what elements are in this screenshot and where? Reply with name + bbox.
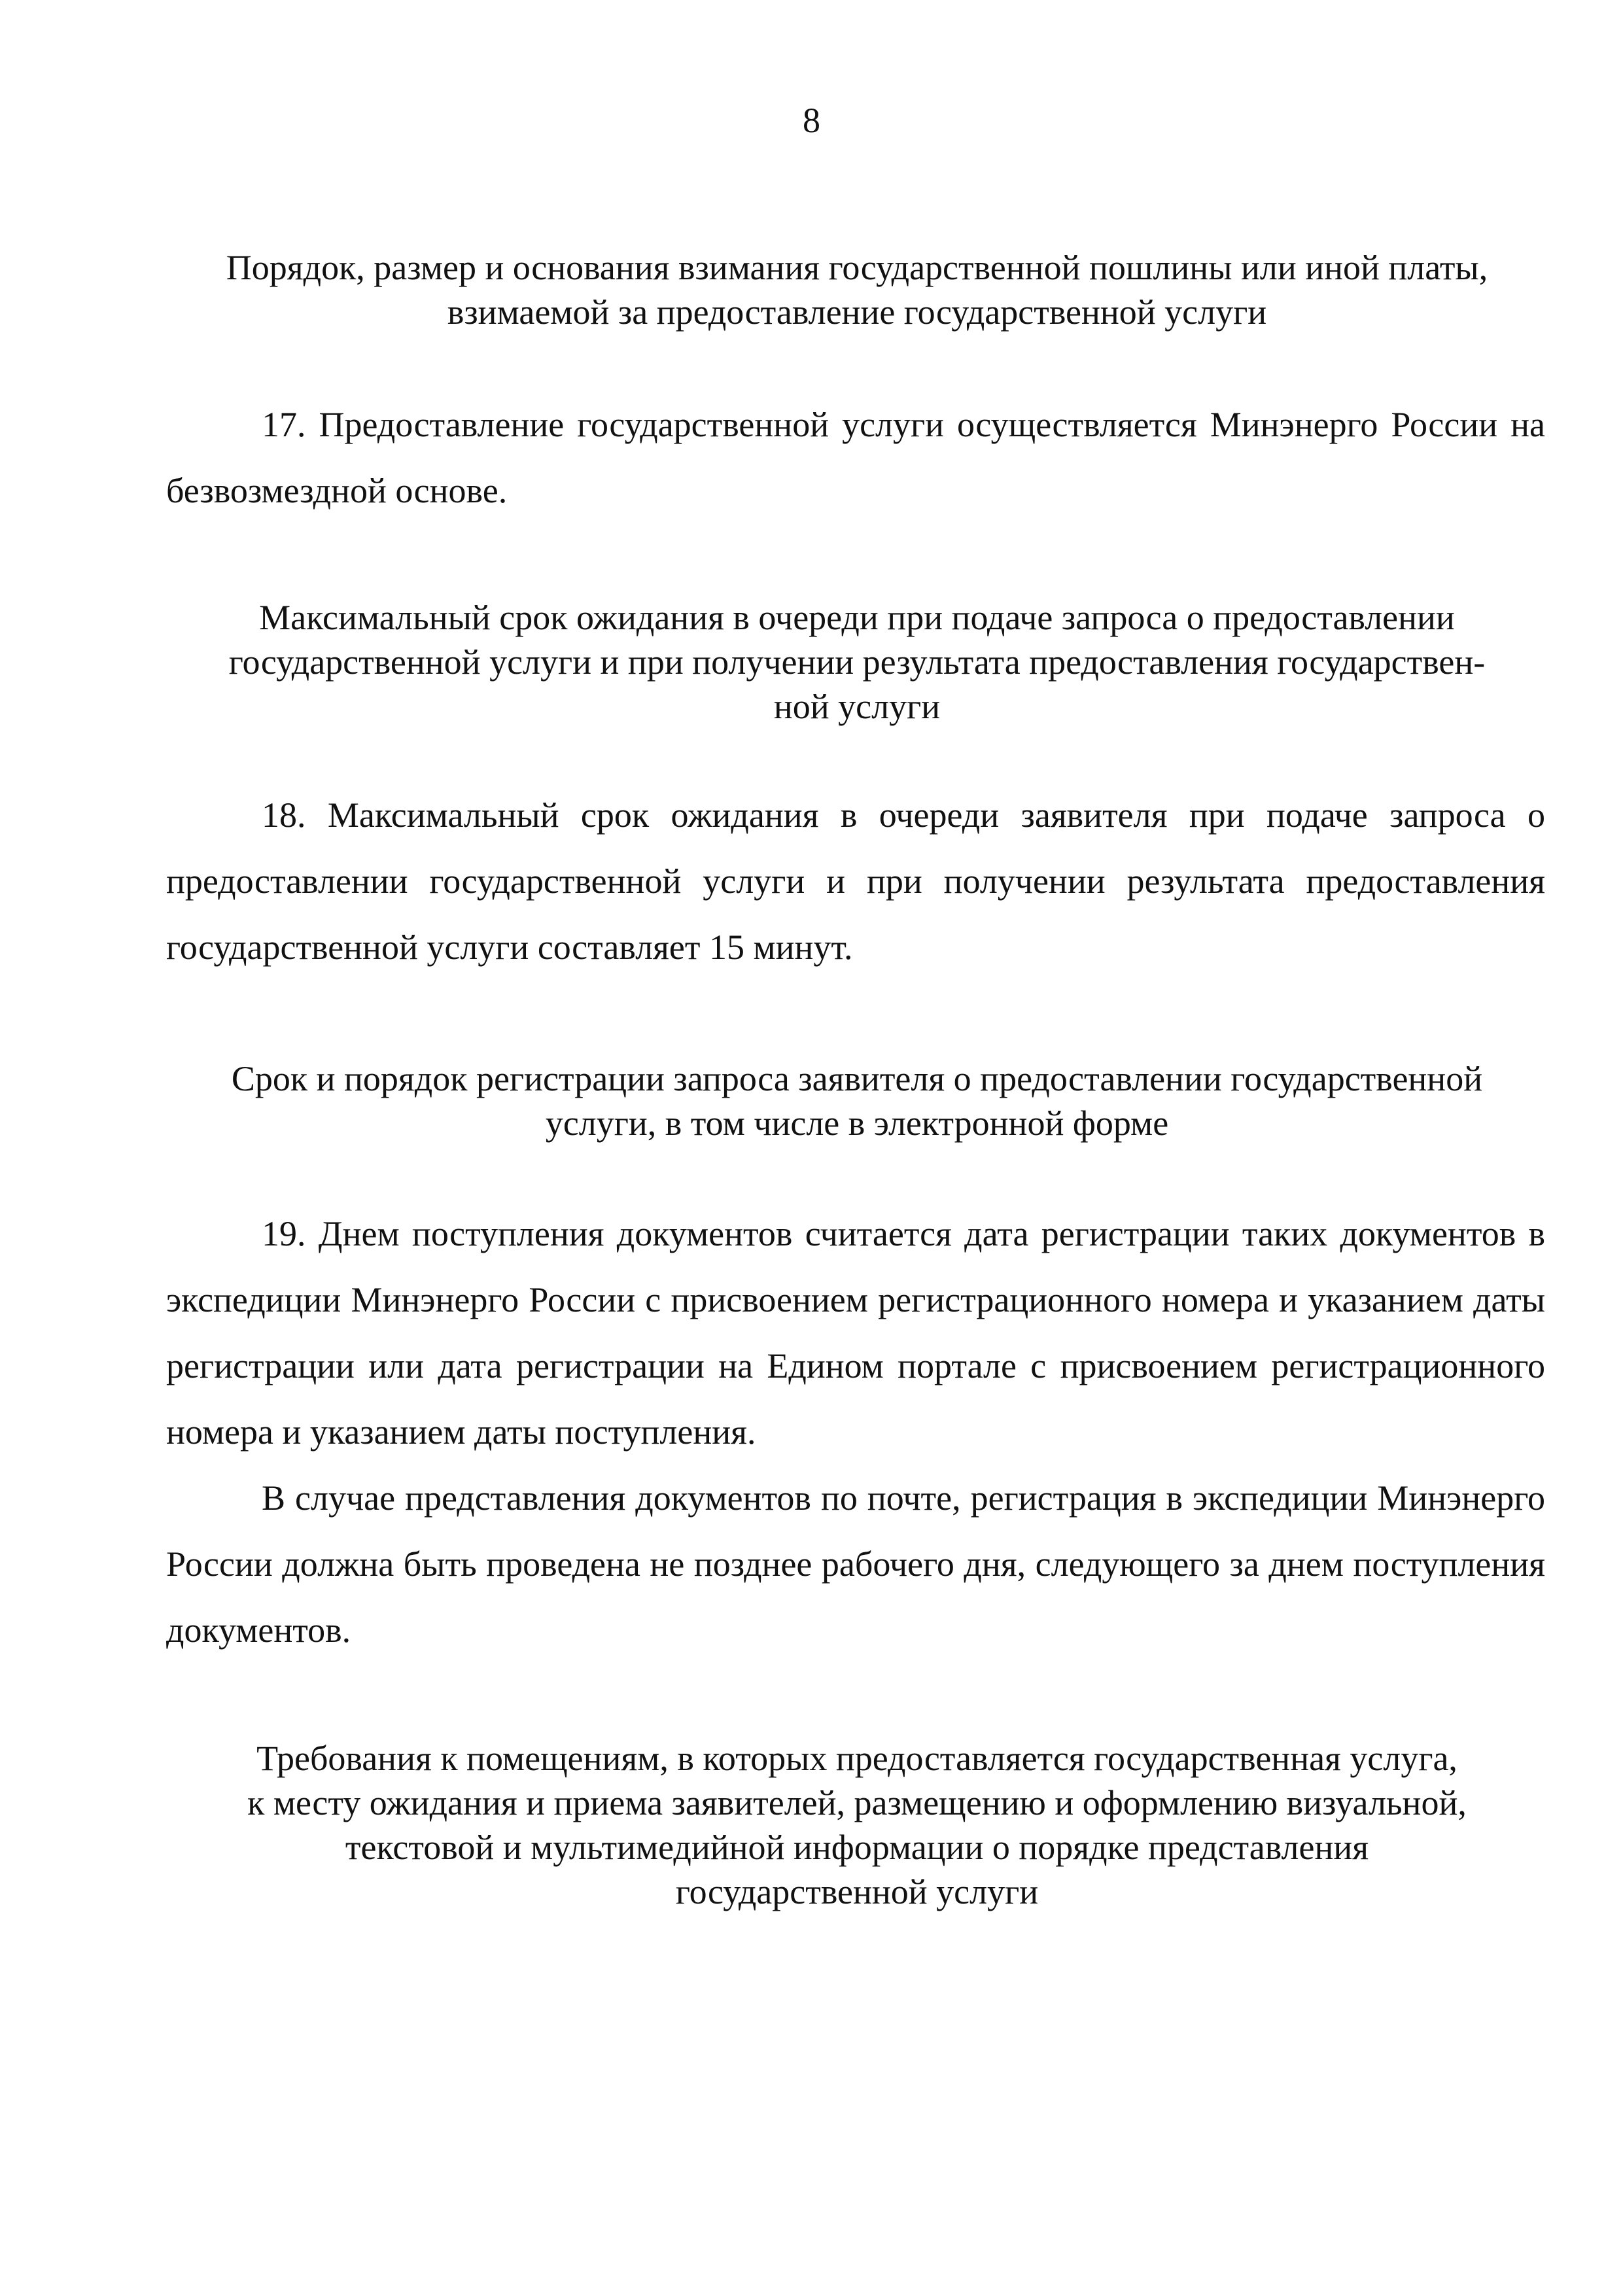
section-heading-fee: Порядок, размер и основания взимания государственной пошлины или иной платы, взимаемой за предоставление государственной услуги <box>226 248 1488 332</box>
paragraph-19-postal: В случае представления документов по почте, регистрация в экспедиции Минэнерго России должна быть проведена не позднее рабочего дня, следующего за днем поступления документов. <box>166 1478 1545 1650</box>
section-heading-premises: Требования к помещениям, в которых предоставляется государственная услуга, к месту ожидания и приема заявителей, размещению и оформлению визуальной, текстовой и мультимедийной информации о порядке представления государственной услуги <box>247 1739 1467 1911</box>
section-heading-queue-time: Максимальный срок ожидания в очереди при подаче запроса о предоставлении государственной услуги и при получении результата предоставления государствен- ной услуги <box>228 598 1486 726</box>
paragraph-18: 18. Максимальный срок ожидания в очереди заявителя при подаче запроса о предоставлении государственной услуги и при получении результата предоставления государственной услуги составляет 15 минут. <box>166 795 1545 967</box>
section-heading-registration: Срок и порядок регистрации запроса заявителя о предоставлении государственной услуги, в том числе в электронной форме <box>231 1059 1483 1143</box>
paragraph-19: 19. Днем поступления документов считается дата регистрации таких документов в экспедиции Минэнерго России с присвоением регистрационного номера и указанием даты регистрации или дата регистрации на Едином портале с присвоением регистрационного номера и указанием даты поступления. <box>166 1214 1545 1452</box>
paragraph-17: 17. Предоставление государственной услуги осуществляется Минэнерго России на безвозмездной основе. <box>166 405 1545 510</box>
page-number: 8 <box>803 101 820 140</box>
